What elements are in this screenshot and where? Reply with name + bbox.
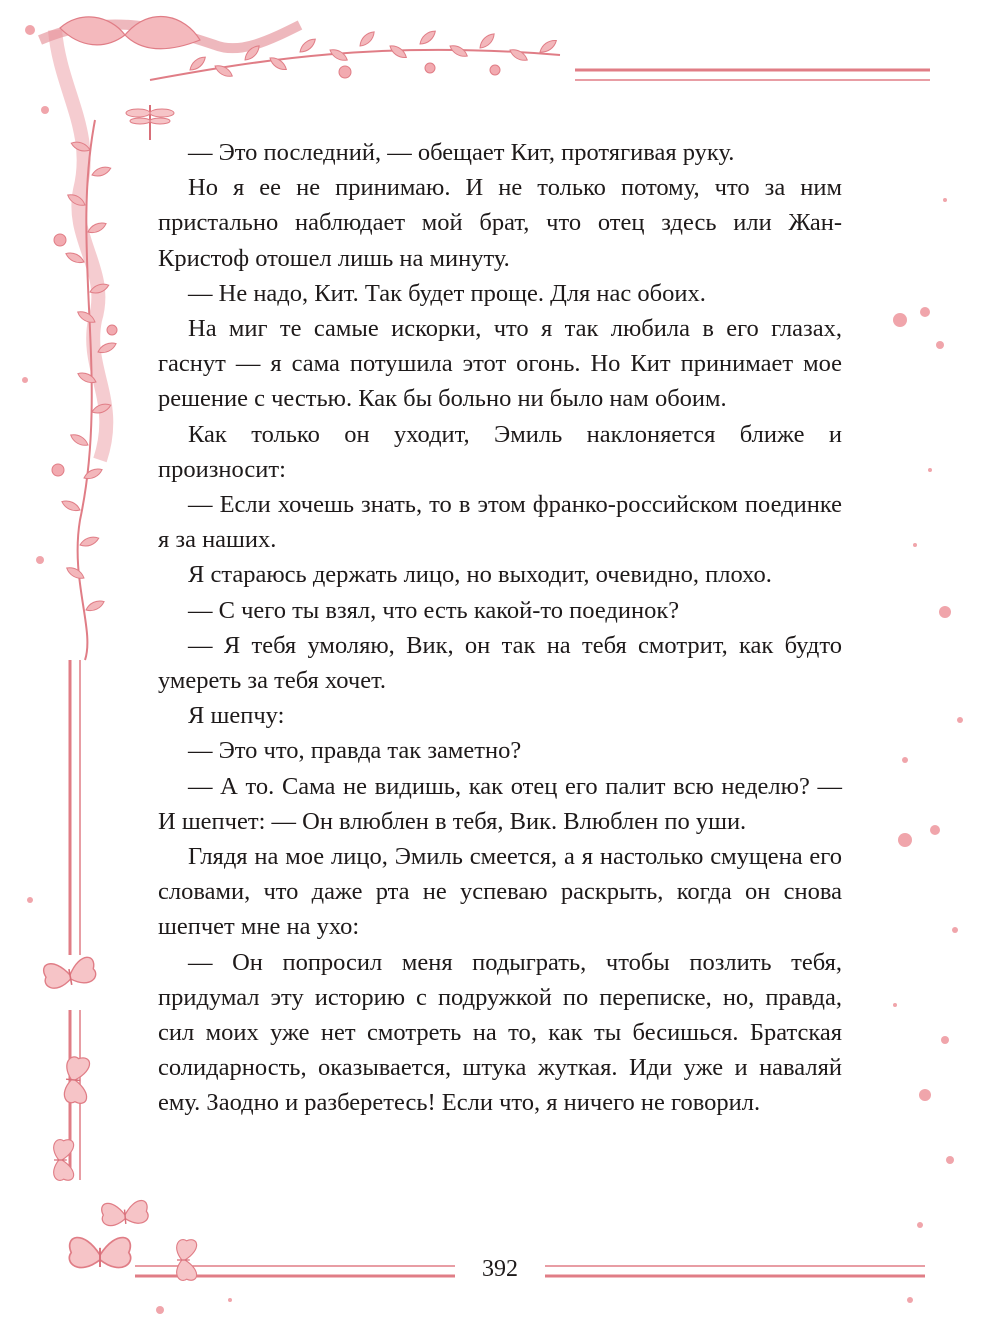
paragraph: — Он попросил меня подыграть, чтобы позлить тебя, придумал эту историю с подружкой по переписке, но, правда, сил моих уже нет смотреть на то, как ты бесишься. Братская солидарность, оказывается, штука жуткая. Иди уже и наваляй ему. Заодно и разберетесь! Если что, я ничего не говорил. [158, 948, 842, 1117]
paragraph: — Это последний, — обещает Кит, протягивая руку. [188, 139, 735, 166]
paragraph: Я шепчу: [188, 702, 285, 730]
paragraph: — Это что, правда так заметно? [188, 737, 522, 765]
body-text [158, 135, 842, 1121]
butterfly-icon [69, 1238, 130, 1268]
paragraph: Но я ее не принимаю. И не только потому, что за ним пристально наблюдает мой брат, что отец здесь или Жан-Кристоф отошел лишь на минуту. [158, 174, 842, 272]
page-number: 392 [482, 1256, 518, 1282]
butterfly-icon [42, 956, 97, 989]
paragraph: — Если хочешь знать, то в этом франко-российском поединке я за наших. [158, 491, 842, 554]
top-branch-decoration [150, 28, 560, 80]
paragraph: — С чего ты взял, что есть какой-то поединок? [188, 596, 680, 624]
top-border-lines [575, 70, 930, 80]
paragraph: Я стараюсь держать лицо, но выходит, очевидно, плохо. [188, 561, 772, 589]
paragraph: Как только он уходит, Эмиль наклоняется ближе и произносит: [158, 420, 842, 483]
butterfly-icon [64, 1056, 90, 1104]
paragraph: Глядя на мое лицо, Эмиль смеется, а я настолько смущена его словами, что даже рта не успеваю раскрыть, когда он снова шепчет мне на ухо: [158, 843, 842, 941]
butterfly-icon [101, 1200, 149, 1226]
paragraph: — А то. Сама не видишь, как отец его палит всю неделю? — И шепчет: — Он влюблен в тебя, Вик. Влюблен по уши. [158, 772, 842, 835]
paragraph: — Не надо, Кит. Так будет проще. Для нас обоих. [188, 279, 706, 307]
butterfly-icon [177, 1240, 197, 1281]
paragraph: На миг те самые искорки, что я так любила в его глазах, гаснут — я сама потушила этот огонь. Но Кит принимает мое решение с честью. Как бы больно ни было нам обоим. [158, 315, 842, 413]
paragraph: — Я тебя умоляю, Вик, он так на тебя смотрит, как будто умереть за тебя хочет. [158, 631, 842, 695]
